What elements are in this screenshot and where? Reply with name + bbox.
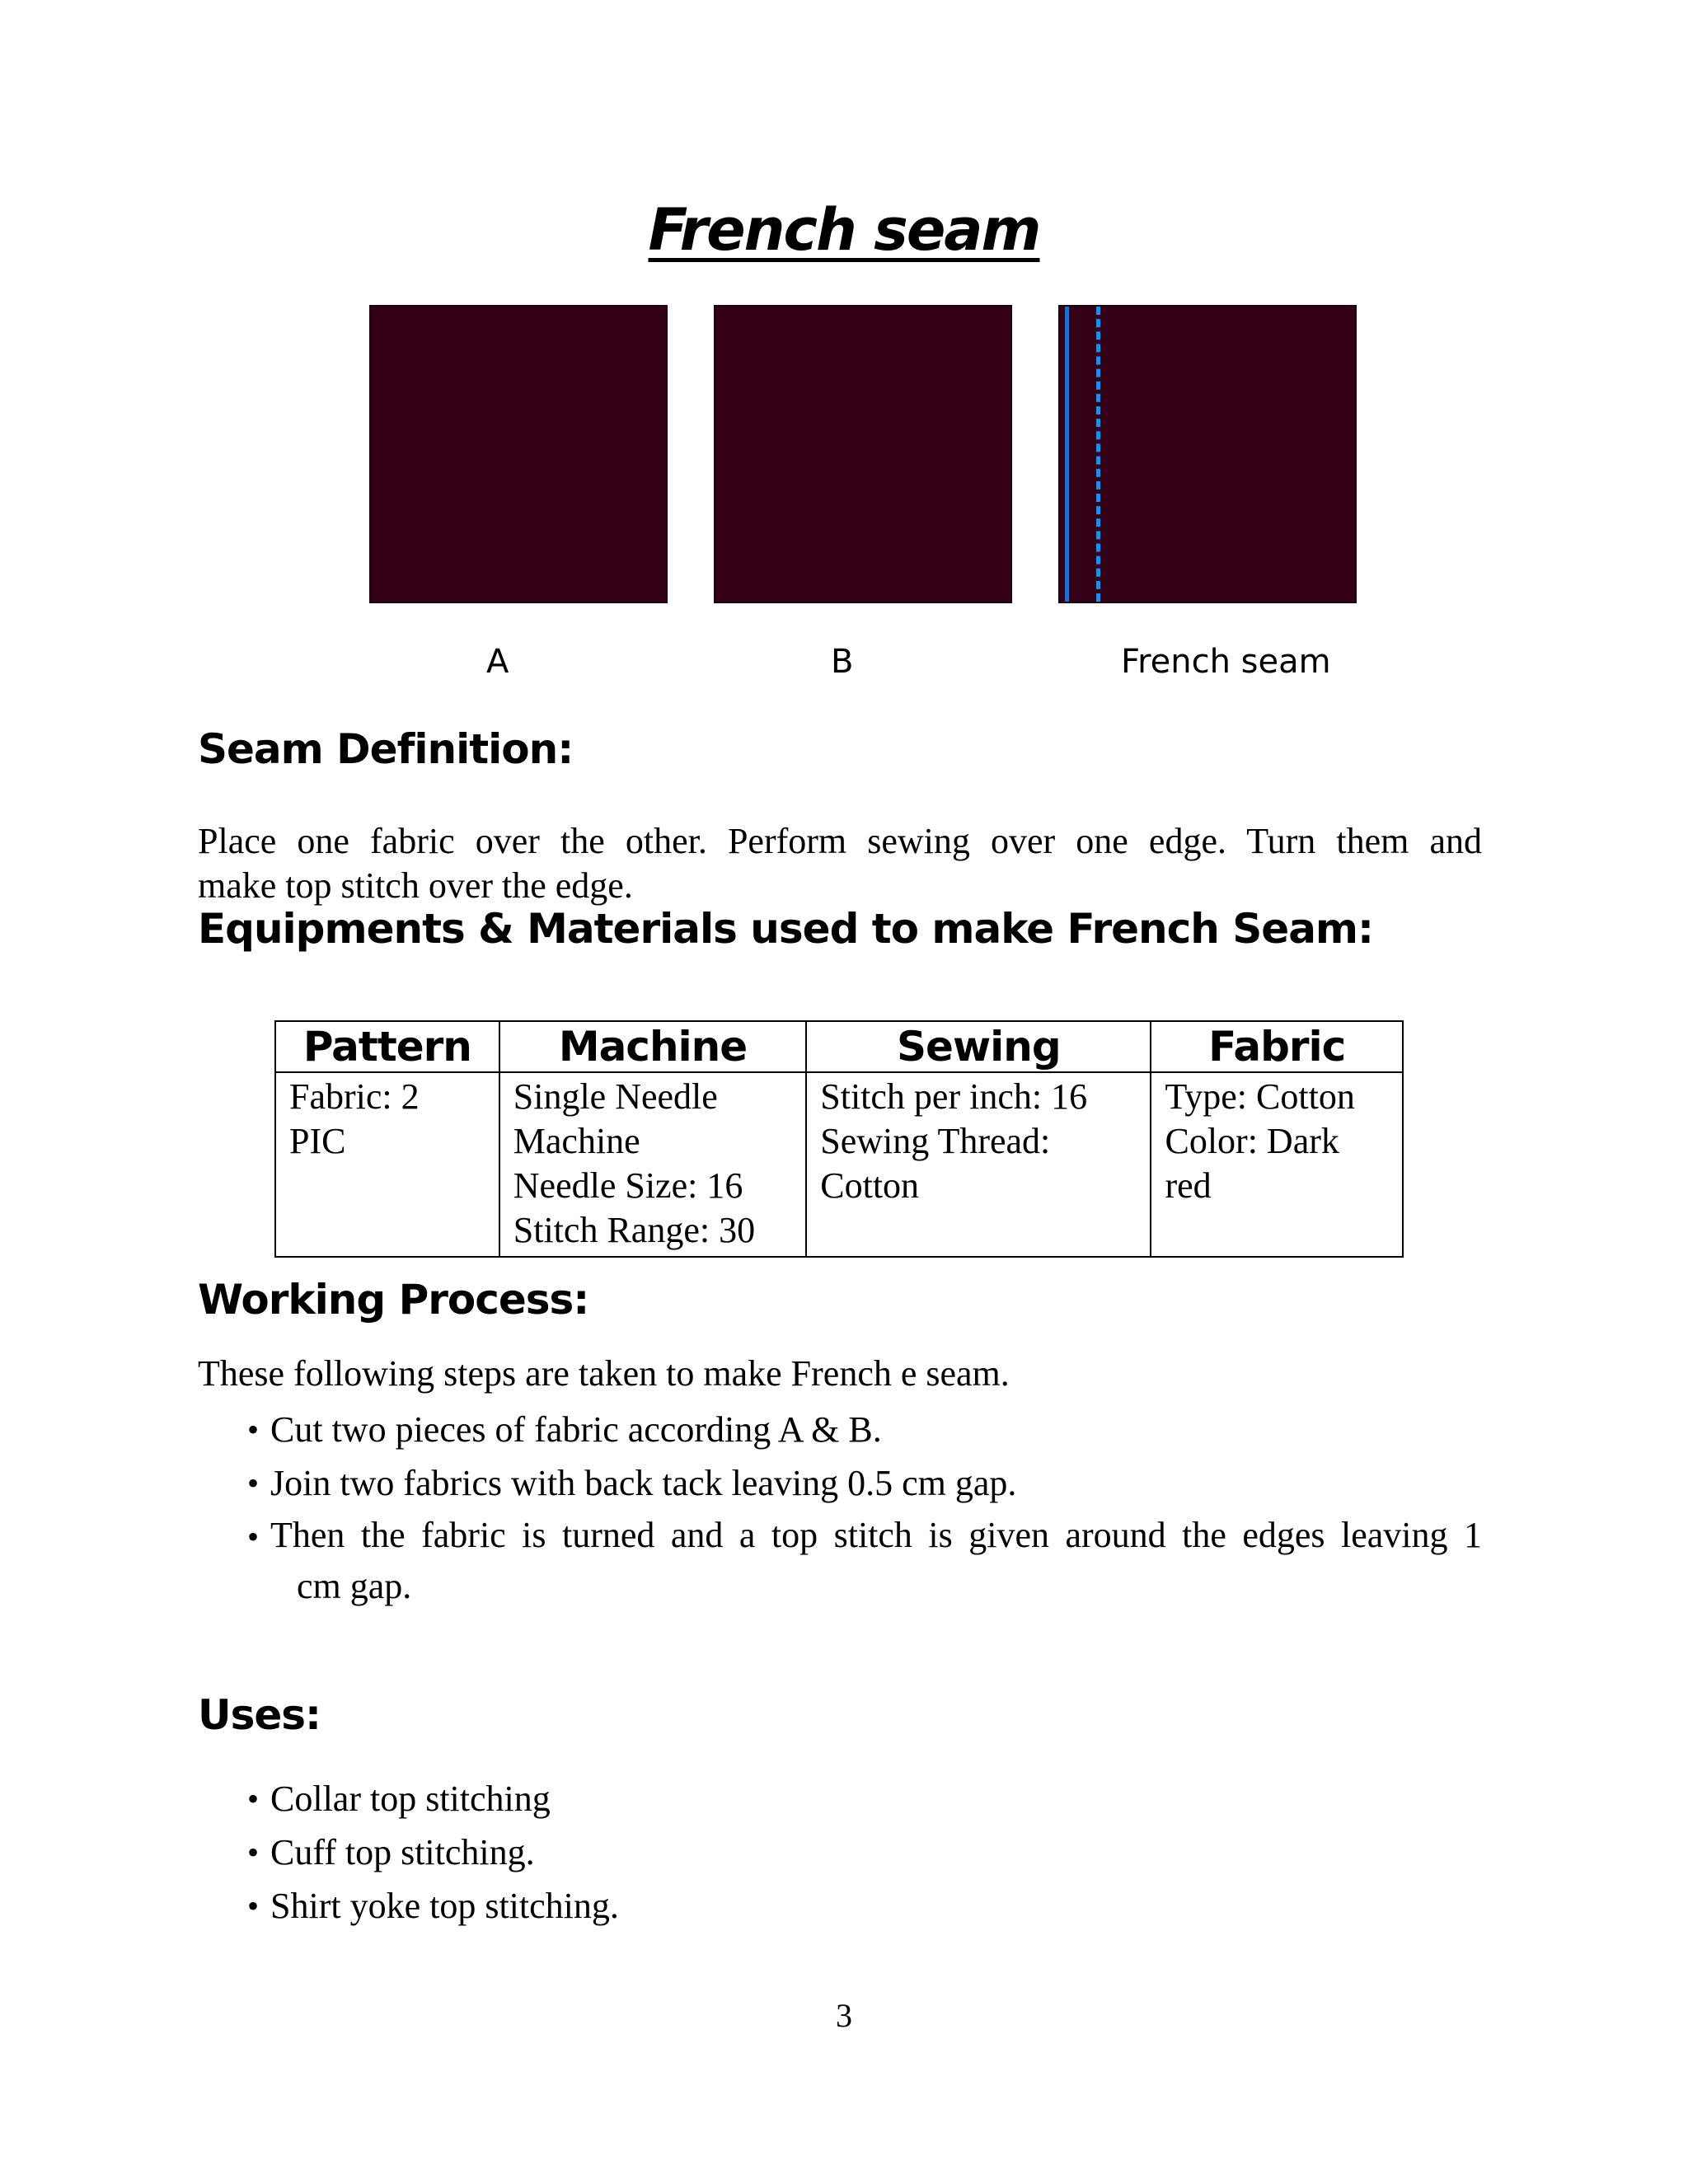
- fabric-french-seam: [1058, 305, 1357, 603]
- list-item: • Cut two pieces of fabric according A & B.: [247, 1403, 1482, 1456]
- uses-heading: Uses:: [198, 1691, 321, 1739]
- list-item: • Collar top stitching: [247, 1772, 1236, 1825]
- cell-line: Color: Dark: [1165, 1121, 1339, 1161]
- working-process-intro: These following steps are taken to make French e seam.: [198, 1353, 1010, 1394]
- header-fabric: Fabric: [1151, 1021, 1403, 1072]
- list-item: • Join two fabrics with back tack leaving 0.5 cm gap.: [247, 1456, 1482, 1510]
- cell-line: Fabric: 2: [289, 1076, 420, 1117]
- fabric-piece-b: [714, 305, 1012, 603]
- cell-line: PIC: [289, 1121, 346, 1161]
- figure-label-a: A: [486, 643, 509, 681]
- seam-definition-line-2: make top stitch over the edge.: [198, 865, 633, 906]
- cell-line: Type: Cotton: [1165, 1076, 1355, 1117]
- seam-definition-heading: Seam Definition:: [198, 725, 574, 773]
- cell-line: Machine: [513, 1121, 640, 1161]
- working-process-steps: [247, 1403, 1482, 1612]
- equipment-heading: Equipments & Materials used to make French Seam:: [198, 905, 1374, 953]
- uses-list: [247, 1772, 1236, 1933]
- seam-edge-line: [1065, 307, 1069, 602]
- cell-line: Cotton: [820, 1165, 920, 1206]
- materials-table: [274, 1020, 1404, 1258]
- list-item: • Then the fabric is turned and a top stitch is given around the edges leaving 1 cm gap.: [247, 1510, 1482, 1612]
- cell-sewing: [806, 1072, 1151, 1257]
- cell-line: Needle Size: 16: [513, 1165, 743, 1206]
- header-machine: Machine: [499, 1021, 806, 1072]
- cell-line: Sewing Thread:: [820, 1121, 1051, 1161]
- cell-line: red: [1165, 1165, 1212, 1206]
- cell-line: Single Needle: [513, 1076, 718, 1117]
- header-sewing: Sewing: [806, 1021, 1151, 1072]
- header-pattern: Pattern: [275, 1021, 499, 1072]
- cell-fabric: [1151, 1072, 1403, 1257]
- page-title: French seam: [648, 196, 1040, 264]
- table-row: [275, 1072, 1403, 1257]
- list-item: • Shirt yoke top stitching.: [247, 1879, 1236, 1933]
- cell-pattern: [275, 1072, 499, 1257]
- fabric-piece-a: [369, 305, 668, 603]
- cell-machine: [499, 1072, 806, 1257]
- seam-definition-line-1: Place one fabric over the other. Perform sewing over one edge. Turn them and: [198, 821, 1482, 861]
- cell-line: Stitch Range: 30: [513, 1210, 756, 1250]
- list-item: • Cuff top stitching.: [247, 1825, 1236, 1879]
- page-number: 3: [836, 1997, 852, 2034]
- cell-line: Stitch per inch: 16: [820, 1076, 1088, 1117]
- figure-label-french-seam: French seam: [1121, 643, 1331, 681]
- working-process-heading: Working Process:: [198, 1276, 589, 1324]
- top-stitch-line: [1096, 307, 1100, 602]
- figure-label-b: B: [831, 643, 854, 681]
- table-header-row: [275, 1021, 1403, 1072]
